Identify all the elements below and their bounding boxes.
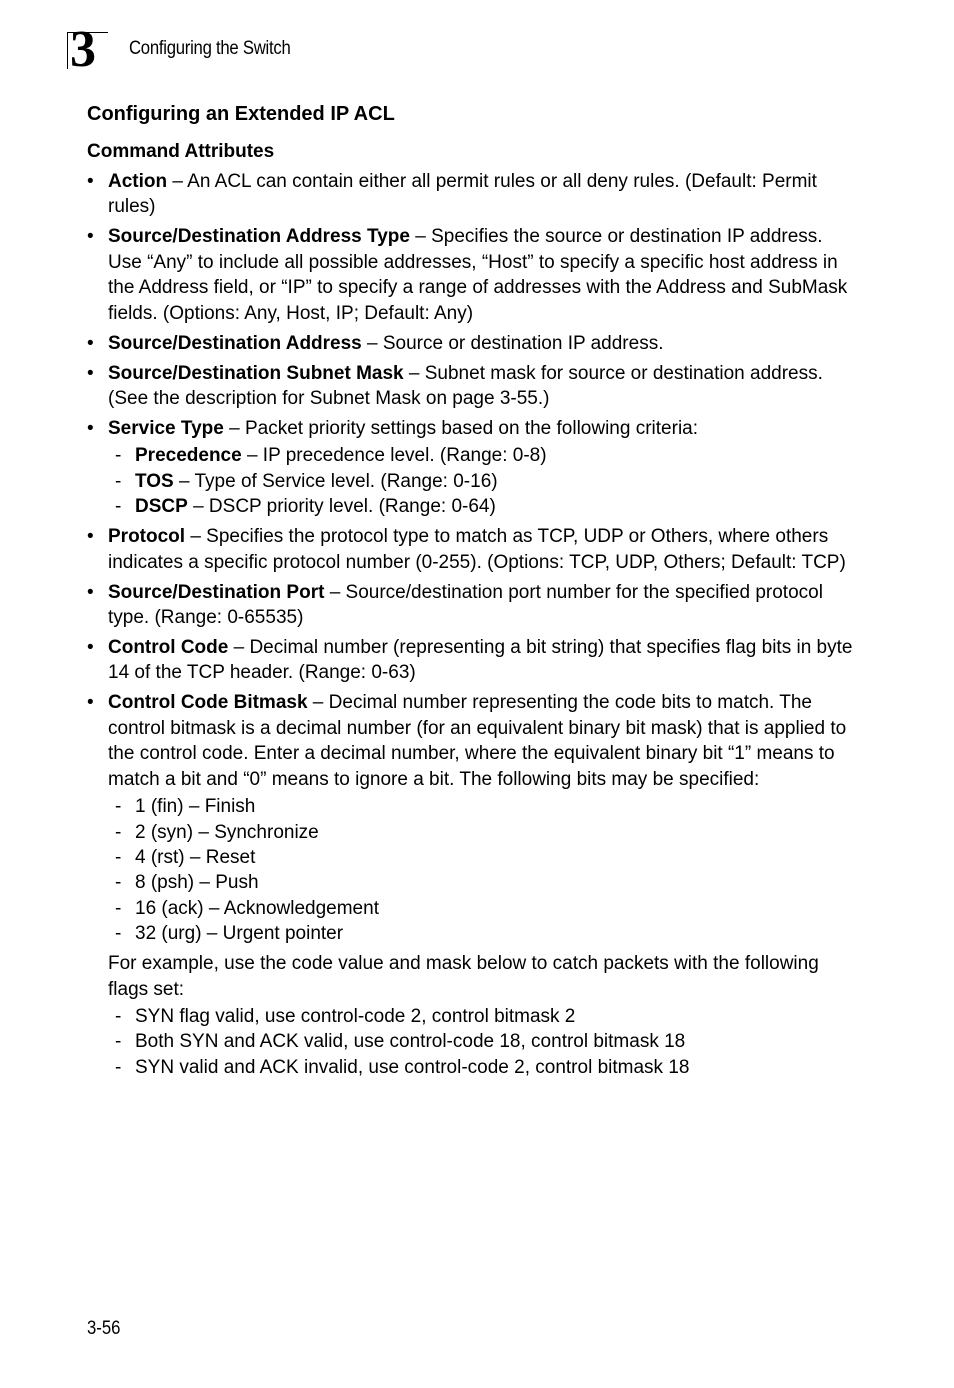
attribute-desc: – Packet priority settings based on the following criteria: xyxy=(223,418,699,440)
service-type-term: DSCP xyxy=(135,496,188,518)
attribute-list xyxy=(87,169,857,1080)
control-bit-item: - 1 (fin) – Finish xyxy=(108,794,857,819)
attribute-desc: – Source/destination port number for the specified protocol type. (Range: 0-65535) xyxy=(108,581,823,629)
example-intro: For example, use the code value and mask below to catch packets with the following flags set: xyxy=(108,953,819,1000)
example-item: - SYN flag valid, use control-code 2, control bitmask 2 xyxy=(108,1004,857,1029)
service-type-item xyxy=(108,494,857,519)
attribute-protocol xyxy=(87,524,857,575)
running-header: Configuring the Switch xyxy=(129,38,291,59)
service-type-item xyxy=(108,469,857,494)
attribute-desc: – Specifies the source or destination IP address. Use “Any” to include all possible addresses, “Host” to specify a specific host address in the Address field, or “IP” to specify a range of addresses with the Address and SubMask fields. (Options: Any, Host, IP; Default: Any) xyxy=(108,226,848,324)
attribute-desc: – Decimal number (representing a bit string) that specifies flag bits in byte 14 of the TCP header. (Range: 0-63) xyxy=(108,637,853,684)
attribute-address-type xyxy=(87,224,857,326)
attribute-term: Control Code xyxy=(108,637,229,659)
chapter-number: 3 xyxy=(70,21,96,78)
attribute-term: Source/Destination Address xyxy=(108,332,362,354)
attribute-service-type xyxy=(87,416,857,520)
service-type-list xyxy=(108,443,857,519)
section-title: Configuring an Extended IP ACL xyxy=(87,103,395,125)
example-list xyxy=(108,1004,857,1080)
control-bit-item: - 8 (psh) – Push xyxy=(108,870,857,895)
attribute-term: Service Type xyxy=(108,418,224,440)
attribute-term: Source/Destination Subnet Mask xyxy=(108,362,404,384)
attribute-desc: – Specifies the protocol type to match as TCP, UDP or Others, where others indicates a specific protocol number (0-255). (Options: TCP, UDP, Others; Default: TCP) xyxy=(108,526,846,573)
control-bit-item: - 32 (urg) – Urgent pointer xyxy=(108,921,857,946)
example-item: - Both SYN and ACK valid, use control-code 18, control bitmask 18 xyxy=(108,1029,857,1054)
attribute-term: Source/Destination Address Type xyxy=(108,226,410,248)
service-type-item xyxy=(108,443,857,468)
attribute-term: Control Code Bitmask xyxy=(108,692,308,714)
attribute-term: Protocol xyxy=(108,526,186,548)
example-item: - SYN valid and ACK invalid, use control-code 2, control bitmask 18 xyxy=(108,1055,857,1080)
attribute-desc: – Subnet mask for source or destination address. (See the description for Subnet Mask on page 3-55.) xyxy=(108,362,823,410)
service-type-desc: – DSCP priority level. (Range: 0-64) xyxy=(187,496,496,518)
attribute-control-code xyxy=(87,635,857,686)
control-bit-item: - 4 (rst) – Reset xyxy=(108,845,857,870)
attribute-address xyxy=(87,331,857,356)
attribute-action xyxy=(87,169,857,220)
page-body xyxy=(87,101,857,1085)
service-type-desc: – IP precedence level. (Range: 0-8) xyxy=(241,445,547,467)
service-type-desc: – Type of Service level. (Range: 0-16) xyxy=(173,470,498,492)
attribute-term: Source/Destination Port xyxy=(108,581,325,603)
control-bit-item: - 2 (syn) – Synchronize xyxy=(108,820,857,845)
control-bit-list xyxy=(108,794,857,946)
attribute-desc: – Decimal number representing the code bits to match. The control bitmask is a decimal number (for an equivalent binary bit mask) that is applied to the control code. Enter a decimal number, where the equivalent binary bit “1” means to match a bit and “0” means to ignore a bit. The following bits may be specified: xyxy=(108,692,847,790)
page-number: 3-56 xyxy=(87,1318,121,1339)
attribute-port xyxy=(87,580,857,631)
command-attributes-heading: Command Attributes xyxy=(87,141,275,162)
attribute-control-code-bitmask xyxy=(87,690,857,1080)
service-type-term: Precedence xyxy=(135,445,242,467)
attribute-term: Action xyxy=(108,171,168,192)
attribute-subnet-mask xyxy=(87,361,857,412)
control-bit-item: - 16 (ack) – Acknowledgement xyxy=(108,896,857,921)
attribute-desc: – An ACL can contain either all permit rules or all deny rules. (Default: Permit rules) xyxy=(108,171,817,218)
service-type-term: TOS xyxy=(135,470,174,492)
attribute-desc: – Source or destination IP address. xyxy=(361,332,664,354)
